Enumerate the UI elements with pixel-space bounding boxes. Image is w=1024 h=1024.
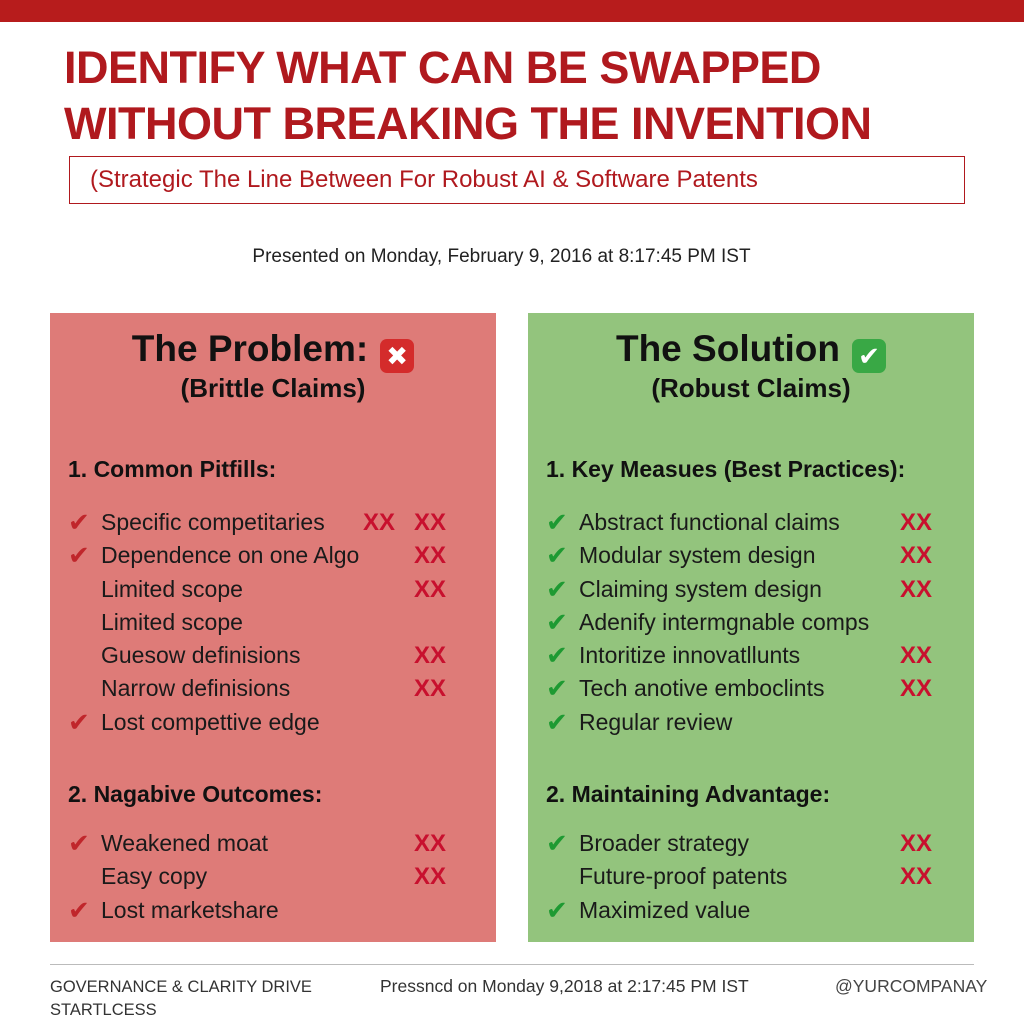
check-icon: ✔ [546,640,568,671]
list-item: ✔ Tech anotive emboclints XX [546,673,933,704]
presented-date: Presented on Monday, February 9, 2016 at 8:17:45 PM IST [252,246,751,267]
list-item: Guesow definisions XX [68,639,488,672]
problem-section-2-heading: 2. Nagabive Outcomes: [68,781,323,807]
list-item: ✔ Weakened moat XX [68,828,447,858]
check-mark-icon: ✔ [852,339,886,373]
title-line-1: IDENTIFY WHAT CAN BE SWAPPED [64,42,821,93]
solution-title-text: The Solution [615,328,841,369]
list-item: ✔ Lost compettive edge [68,706,320,737]
solution-panel [528,313,974,942]
solution-advantage-list [546,827,966,927]
check-icon: ✔ [68,706,90,737]
xx-marker: XX [900,509,933,536]
problem-subtitle: (Brittle Claims) [180,373,366,403]
check-icon: ✔ [68,507,90,537]
list-item: ✔ Claiming system design XX [546,573,933,604]
check-icon: ✔ [546,507,568,537]
xx-marker: XX [414,542,447,570]
check-icon: ✔ [546,894,568,925]
check-icon: ✔ [546,540,568,571]
footer-presented-date: Pressncd on Monday 9,2018 at 2:17:45 PM IST [380,976,749,996]
problem-title [50,327,496,373]
x-mark-icon: ✖ [380,339,414,373]
xx-marker: XX [414,863,447,891]
check-icon: ✔ [546,673,568,704]
list-item: ✔ Adenify intermgnable comps [546,606,870,637]
solution-section-1-heading: 1. Key Measues (Best Practices): [546,456,906,482]
list-item: Limited scope [101,608,243,635]
list-item: ✔ Broader strategy XX [546,828,933,858]
list-item: Easy copy XX [68,860,488,893]
check-icon: ✔ [68,894,90,925]
footer-handle: @YURCOMPANAY [835,976,988,996]
xx-marker: XX [900,675,933,703]
list-item: ✔ Specific competitaries XX XX [68,507,447,537]
xx-marker: XX [900,830,933,857]
list-item: ✔ Abstract functional claims XX [546,507,933,537]
check-icon: ✔ [546,706,568,737]
xx-marker: XX [414,575,447,603]
problem-section-1-heading: 1. Common Pitfills: [68,456,277,482]
xx-marker: XX [900,542,933,570]
footer-divider [50,964,974,965]
list-item: ✔ Modular system design XX [546,540,933,571]
problem-pitfalls-list [68,506,488,739]
list-item: ✔ Intoritize innovatllunts XX [546,640,933,671]
footer-tagline [50,976,350,1022]
xx-marker: XX [414,642,447,670]
list-item: Narrow definisions XX [68,672,488,705]
solution-subtitle: (Robust Claims) [651,373,851,403]
solution-section-2-heading: 2. Maintaining Advantage: [546,781,831,807]
footer-tagline-line-1: GOVERNANCE & CLARITY DRIVE [50,978,312,996]
list-item: Limited scope XX [68,573,488,606]
xx-marker: XX [414,675,447,703]
check-icon: ✔ [68,540,90,571]
list-item: Future-proof patents XX [546,860,966,893]
list-item: ✔ Regular review [546,706,733,737]
footer-tagline-line-2: STARTLCESS [50,1001,157,1019]
list-item: ✔ Maximized value [546,894,751,925]
xx-marker: XX [900,642,933,670]
solution-title [528,327,974,373]
xx-marker: XX [363,509,396,536]
check-icon: ✔ [546,573,568,604]
top-accent-bar [0,0,1024,22]
title-line-2: WITHOUT BREAKING THE INVENTION [64,98,872,149]
xx-marker: XX [414,830,447,857]
problem-title-text: The Problem: [131,328,369,369]
xx-marker: XX [900,575,933,603]
check-icon: ✔ [546,828,568,858]
check-icon: ✔ [546,606,568,637]
problem-panel [50,313,496,942]
page-title [64,40,964,152]
subtitle-box: (Strategic The Line Between For Robust AI & Software Patents [69,156,965,204]
xx-marker: XX [900,863,933,891]
check-icon: ✔ [68,828,90,858]
list-item: ✔ Lost marketshare [68,894,279,925]
list-item: ✔ Dependence on one Algo XX [68,540,447,571]
xx-marker: XX [414,509,447,536]
problem-outcomes-list [68,827,488,927]
solution-measures-list [546,506,966,739]
